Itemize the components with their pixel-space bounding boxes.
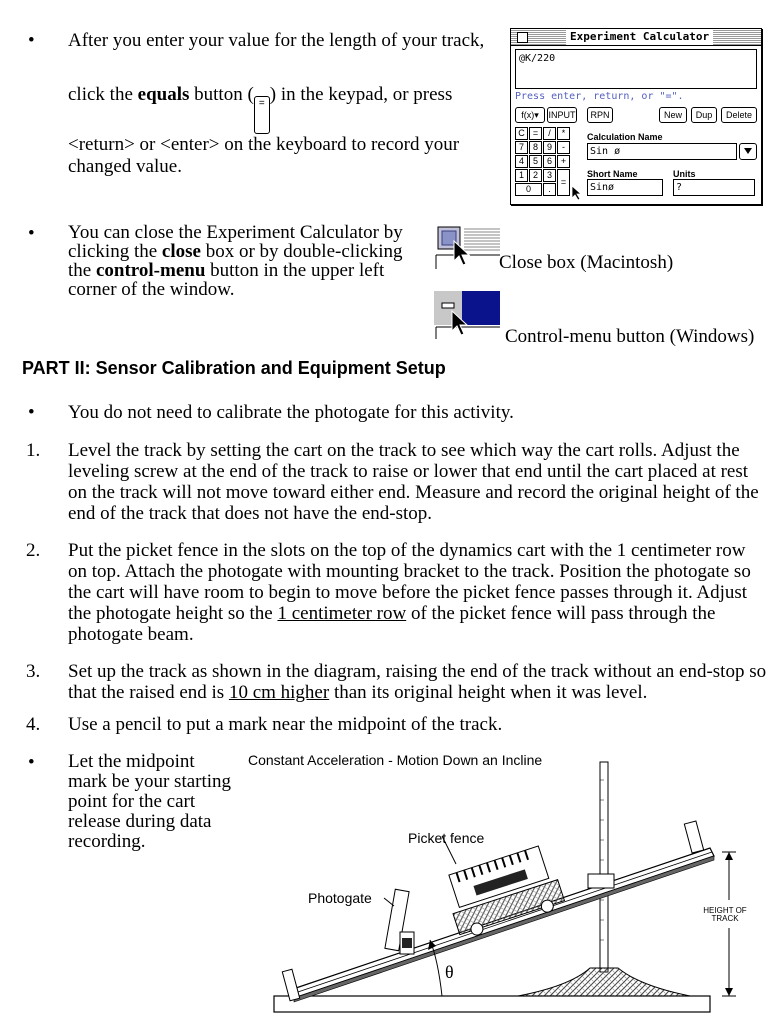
text-line: [68, 682, 773, 703]
text-line: [68, 84, 498, 134]
control-menu-caption: Control-menu button (Windows): [505, 326, 755, 347]
key-1[interactable]: 1: [515, 169, 528, 182]
bullet-close-instruction: [68, 223, 408, 299]
key-3[interactable]: 3: [543, 169, 556, 182]
delete-button[interactable]: Delete: [721, 107, 757, 123]
input-button[interactable]: INPUT: [547, 107, 577, 123]
text-line: [68, 261, 408, 280]
text-span: clicking the: [68, 241, 162, 262]
key-minus[interactable]: -: [557, 141, 570, 154]
calc-name-field[interactable]: Sin ø: [587, 143, 737, 160]
text-line: Let the midpoint: [68, 751, 195, 772]
step-4-text: Use a pencil to put a mark near the midpoint of the track.: [68, 714, 503, 735]
text-span: button in the upper left: [205, 260, 385, 281]
text-span: the photogate height so the: [68, 603, 278, 624]
text-line: Level the track by setting the cart on the track to see which way the cart rolls. Adjust the: [68, 440, 740, 461]
underlined-text: 10 cm higher: [228, 682, 330, 703]
bullet-marker: •: [28, 30, 35, 51]
stand-base: [518, 968, 690, 996]
text-span: ) in the keypad, or press: [269, 84, 453, 105]
text-line: end of the track that does not have the end-stop.: [68, 503, 433, 524]
key-2[interactable]: 2: [529, 169, 542, 182]
text-line: Set up the track as shown in the diagram, raising the end of the track without an end-stop so: [68, 661, 767, 682]
photogate-label: Photogate: [308, 890, 372, 906]
text-span: the: [68, 260, 96, 281]
text-line: recording.: [68, 831, 146, 852]
text-line: on top. Attach the photogate with mounting bracket to the track. Position the photogate so: [68, 561, 751, 582]
key-6[interactable]: 6: [543, 155, 556, 168]
text-span: that the raised end is: [68, 682, 229, 703]
bullet-no-calibration: You do not need to calibrate the photogate for this activity.: [68, 402, 514, 423]
key-8[interactable]: 8: [529, 141, 542, 154]
text-span: of the picket fence will pass through the: [406, 603, 716, 624]
text-line: You can close the Experiment Calculator by: [68, 222, 403, 243]
step-1-text: [68, 440, 768, 524]
bullet-marker: •: [28, 752, 35, 773]
short-name-field[interactable]: Sinø: [587, 179, 663, 196]
units-label: Units: [673, 169, 696, 179]
support-rod: [600, 762, 608, 972]
calculator-title-bar[interactable]: [511, 29, 761, 46]
step-3-text: [68, 661, 773, 703]
calculator-message: Press enter, return, or "=".: [515, 91, 684, 102]
new-button[interactable]: New: [659, 107, 687, 123]
control-menu-windows-icon: [434, 291, 500, 341]
underlined-text: 1 centimeter row: [277, 603, 407, 624]
photogate: [385, 889, 414, 954]
key-c[interactable]: C: [515, 127, 528, 140]
bullet-marker: •: [28, 402, 35, 423]
text-line: on the track will not move toward either end. Measure and record the original height of the: [68, 482, 759, 503]
fx-button[interactable]: f(x)▾: [515, 107, 545, 123]
text-line: [68, 603, 768, 624]
text-span: than its original height when it was level.: [329, 682, 648, 703]
height-label-line: HEIGHT OF: [703, 906, 747, 915]
calc-name-label: Calculation Name: [587, 132, 663, 142]
section-heading: PART II: Sensor Calibration and Equipment Setup: [22, 358, 446, 378]
bold-equals: equals: [137, 84, 190, 105]
key-equals-top[interactable]: =: [529, 127, 542, 140]
table-base: [274, 996, 710, 1012]
text-line: leveling screw at the end of the track to raise or lower that end until the cart placed at rest: [68, 461, 749, 482]
text-line: photogate beam.: [68, 624, 194, 645]
figure-title: Constant Acceleration - Motion Down an Incline: [248, 752, 543, 768]
text-line: release during data: [68, 811, 212, 832]
step-number: 1.: [26, 440, 41, 461]
incline-setup-diagram: [270, 760, 760, 1020]
rpn-button[interactable]: RPN: [587, 107, 613, 123]
key-divide[interactable]: /: [543, 127, 556, 140]
key-decimal[interactable]: .: [543, 183, 556, 196]
text-line: the cart will have room to begin to move before the picket fence passes through it. Adjust: [68, 582, 748, 603]
key-9[interactable]: 9: [543, 141, 556, 154]
key-5[interactable]: 5: [529, 155, 542, 168]
short-name-label: Short Name: [587, 169, 638, 179]
bold-control-menu: control-menu: [95, 260, 206, 281]
key-multiply[interactable]: *: [557, 127, 570, 140]
key-7[interactable]: 7: [515, 141, 528, 154]
key-equals[interactable]: =: [557, 169, 570, 196]
close-box-mac-icon: [434, 223, 500, 271]
height-label-line: TRACK: [711, 914, 739, 923]
chevron-down-icon: [743, 147, 753, 155]
text-span: button (: [189, 84, 254, 105]
step-number: 4.: [26, 714, 41, 735]
bullet-midpoint: [68, 752, 248, 852]
units-field[interactable]: ?: [673, 179, 755, 196]
key-0[interactable]: 0: [515, 183, 542, 196]
text-line: After you enter your value for the length of your track,: [68, 30, 485, 51]
text-line: point for the cart: [68, 791, 196, 812]
text-span: box or by double-clicking: [200, 241, 403, 262]
bold-close: close: [161, 241, 201, 262]
equals-key-icon: =: [254, 96, 270, 134]
step-number: 3.: [26, 661, 41, 682]
calculator-title: Experiment Calculator: [566, 29, 713, 45]
text-span: click the: [68, 84, 138, 105]
calc-name-dropdown[interactable]: [739, 143, 757, 160]
text-line: <return> or <enter> on the keyboard to record your: [68, 134, 460, 155]
display-text: @K/220: [519, 53, 556, 64]
text-line: [68, 242, 408, 261]
close-box-caption: Close box (Macintosh): [499, 252, 674, 273]
text-line: corner of the window.: [68, 279, 235, 300]
theta-label: θ: [445, 962, 454, 982]
bullet-equals-instruction: [68, 30, 498, 178]
step-number: 2.: [26, 540, 41, 561]
key-4[interactable]: 4: [515, 155, 528, 168]
dup-button[interactable]: Dup: [691, 107, 717, 123]
text-line: changed value.: [68, 156, 182, 177]
picket-fence-label: Picket fence: [408, 830, 485, 846]
text-line: Put the picket fence in the slots on the top of the dynamics cart with the 1 centimeter row: [68, 540, 746, 561]
close-box-icon[interactable]: [517, 32, 528, 43]
step-2-text: [68, 540, 768, 645]
pointer-cursor-icon: [571, 185, 583, 201]
key-plus[interactable]: +: [557, 155, 570, 168]
bullet-marker: •: [28, 223, 35, 244]
text-line: mark be your starting: [68, 771, 232, 792]
experiment-calculator-window: [510, 28, 762, 205]
calculator-display[interactable]: [515, 49, 757, 89]
